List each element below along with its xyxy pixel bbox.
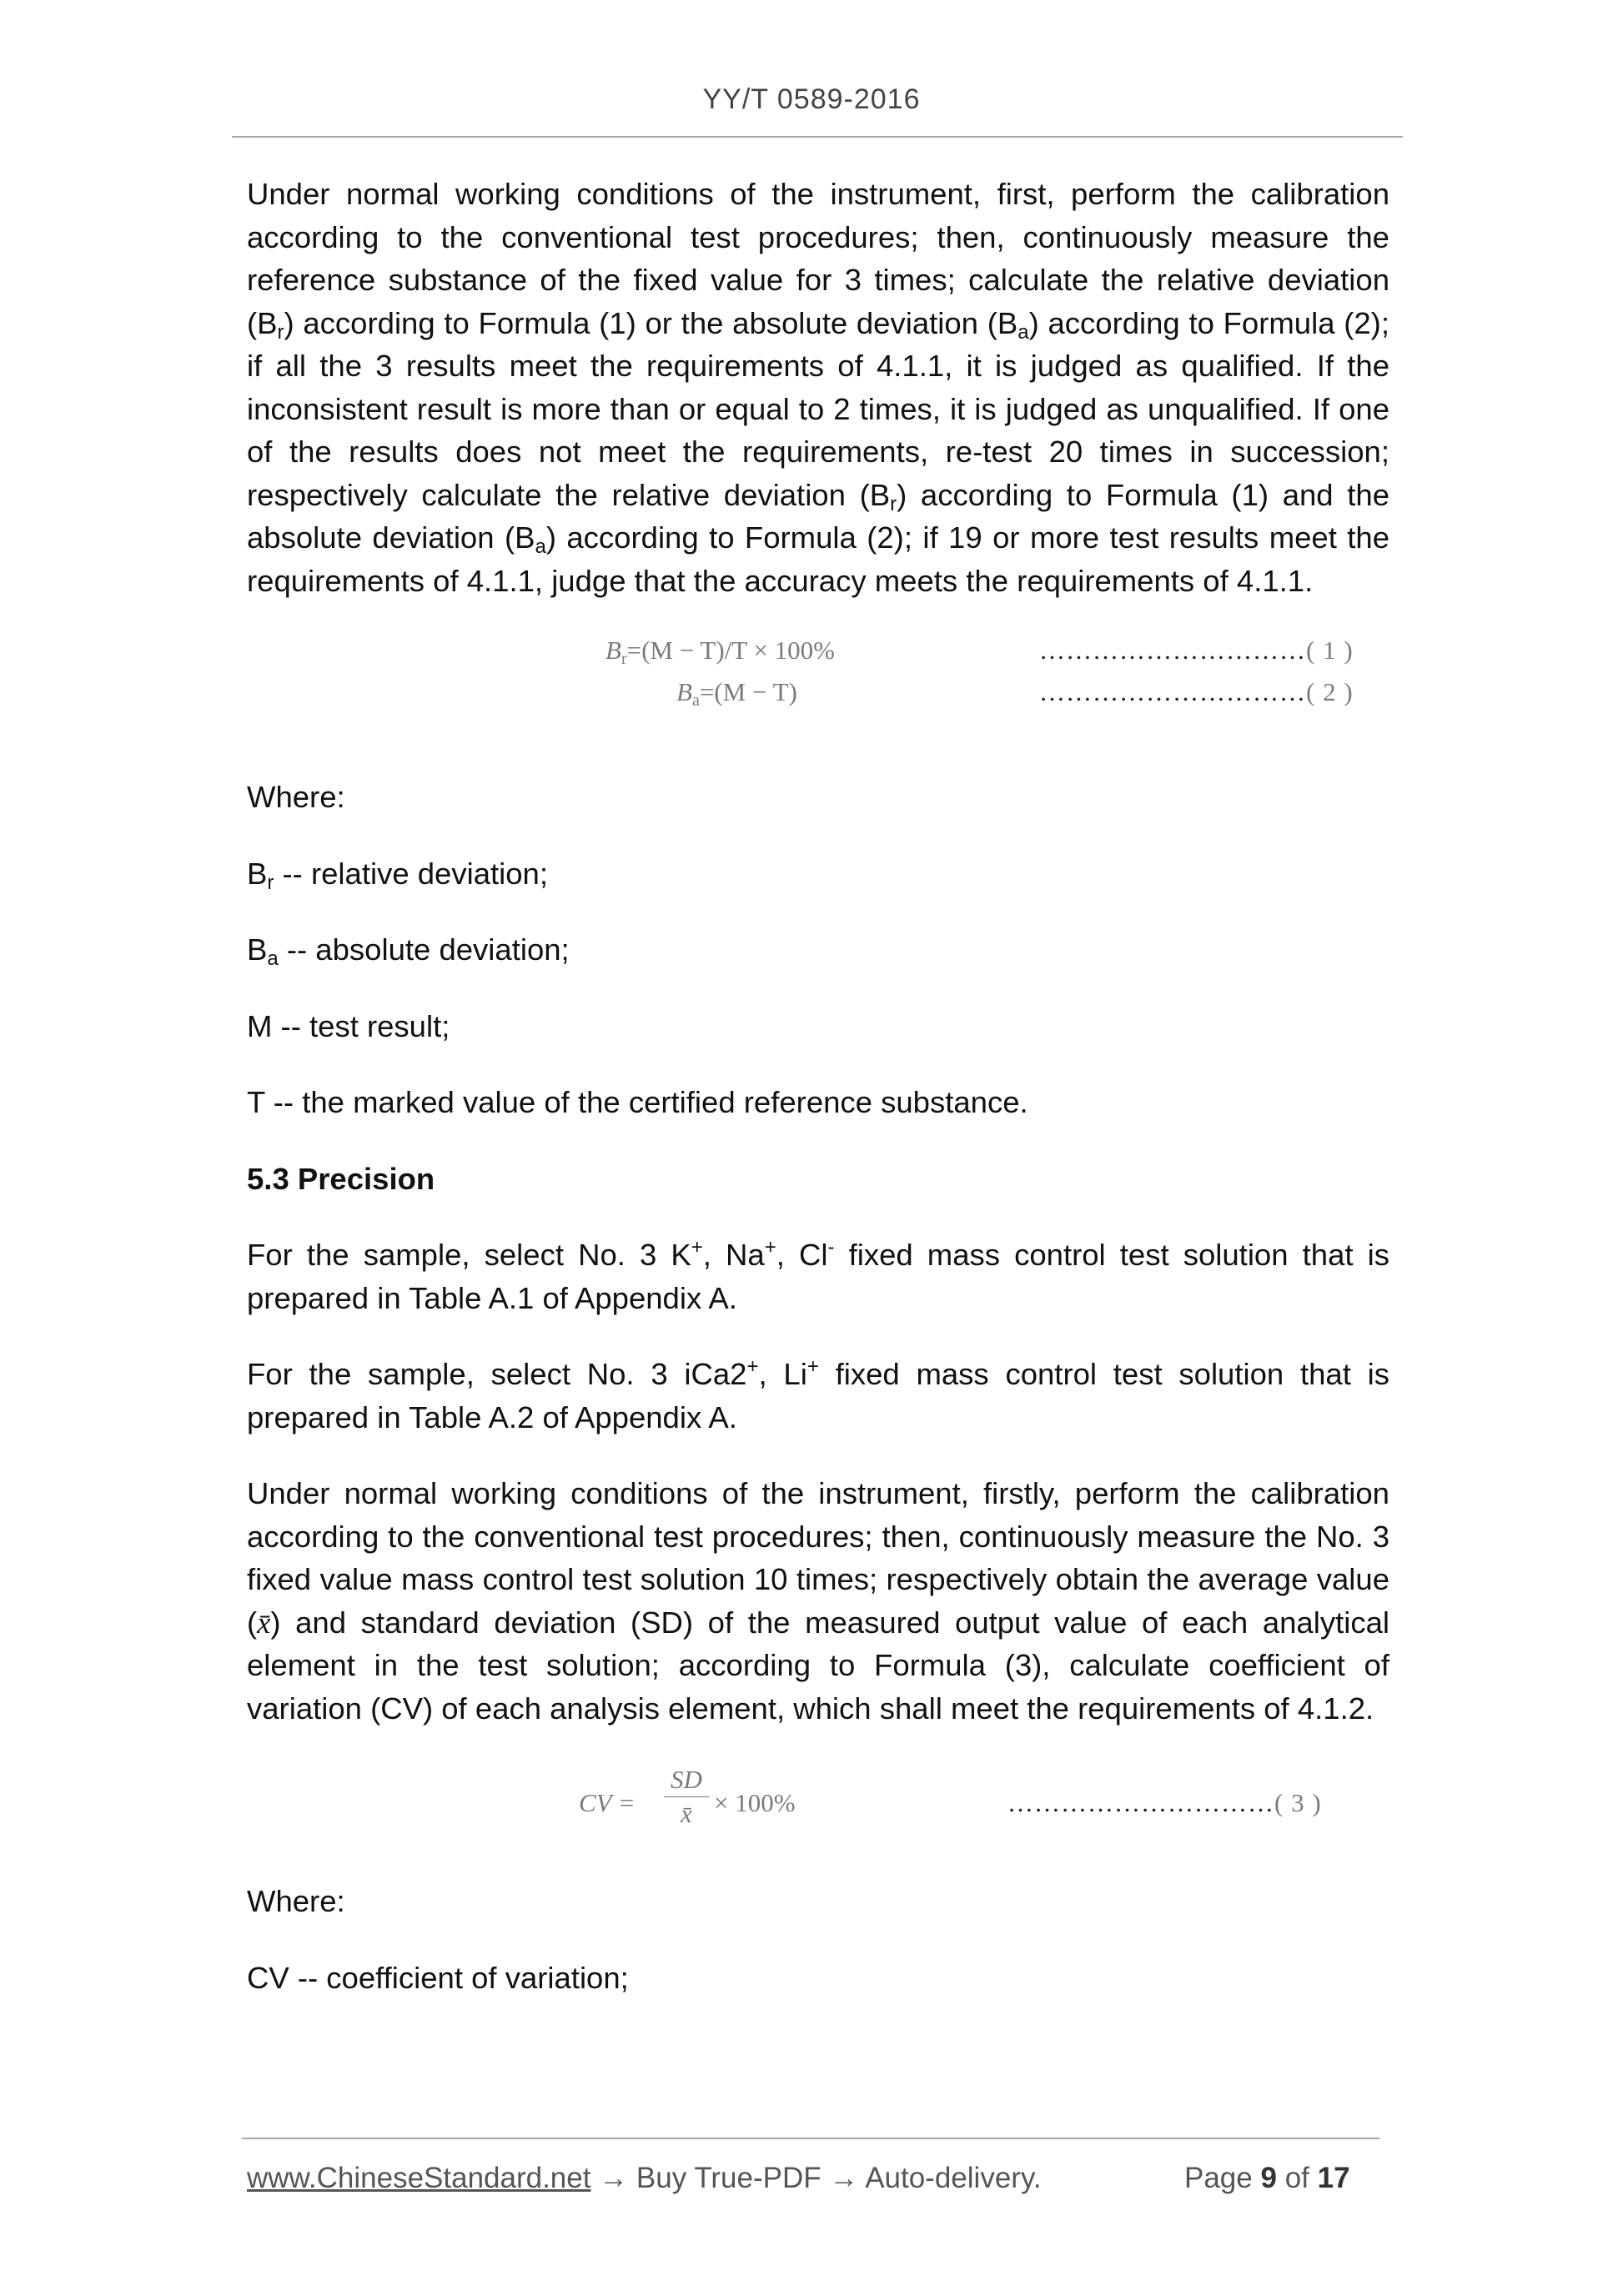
definition-t bbox=[247, 1081, 1389, 1124]
footer-website-link[interactable]: www.ChineseStandard.net bbox=[247, 2162, 591, 2194]
page-number: 9 bbox=[1260, 2162, 1277, 2194]
footer-arrow: → bbox=[821, 2162, 866, 2194]
formula-3 bbox=[247, 1765, 1389, 1856]
def-text: -- the marked value of the certified reference substance. bbox=[264, 1085, 1028, 1119]
formula-1-dots: ………………………… bbox=[1039, 636, 1306, 665]
where-label-1: Where: bbox=[247, 780, 345, 814]
formula-2-leader bbox=[1039, 677, 1354, 707]
formula-3-numerator: SD bbox=[671, 1765, 702, 1794]
subscript-r: r bbox=[277, 320, 284, 344]
sample-1-text-c: , Cl bbox=[776, 1238, 828, 1272]
formula-1-number: ( 1 ) bbox=[1306, 636, 1354, 665]
superscript: + bbox=[691, 1236, 703, 1259]
formula-3-fraction bbox=[664, 1765, 709, 1829]
intro-text-1: Under normal working conditions of the instrument, first, perform the calibration according to the conventional test procedures; then, continuously measure the reference substance of the fixed value for 3 times; calculate the relative deviation (B bbox=[247, 177, 1389, 340]
formula-2-lhs: B bbox=[676, 677, 692, 706]
formula-1-lhs: B bbox=[605, 636, 621, 665]
footer-arrow: → bbox=[590, 2162, 636, 2194]
definition-br bbox=[247, 852, 1389, 896]
sample-2-text-a: For the sample, select No. 3 iCa2 bbox=[247, 1357, 747, 1391]
footer-left bbox=[247, 2162, 1042, 2195]
sample-1-text-a: For the sample, select No. 3 K bbox=[247, 1238, 691, 1272]
formula-1 bbox=[605, 636, 835, 669]
sample-2-text-b: , Li bbox=[758, 1357, 807, 1391]
intro-text-2: ) according to Formula (1) or the absolute deviation (B bbox=[284, 305, 1018, 340]
superscript: + bbox=[806, 1355, 819, 1378]
formula-3-dots: ………………………… bbox=[1007, 1788, 1274, 1817]
def-text: -- test result; bbox=[272, 1008, 450, 1043]
definition-ba bbox=[247, 928, 1389, 972]
sample-1-text-d: fixed mass control test solution that is prepared in Table A.1 of Appendix A. bbox=[247, 1238, 1390, 1315]
formula-group-1-2 bbox=[247, 636, 1389, 719]
subscript-a: a bbox=[535, 535, 546, 558]
formula-1-rhs: =(M − T)/T × 100% bbox=[626, 636, 835, 665]
formula-2 bbox=[676, 677, 797, 711]
precision-paragraph bbox=[247, 1472, 1389, 1730]
superscript: + bbox=[764, 1236, 776, 1259]
sample-paragraph-2 bbox=[247, 1353, 1389, 1439]
document-code: YY/T 0589-2016 bbox=[702, 83, 921, 115]
subscript-r: r bbox=[890, 492, 897, 515]
precision-text-a: Under normal working conditions of the instrument, firstly, perform the calibration according to the conventional test procedures; then, continuously measure the No. 3 fixed value mass control test solution 10 times; respectively obtain the average value ( bbox=[247, 1476, 1389, 1640]
formula-2-dots: ………………………… bbox=[1039, 677, 1306, 706]
precision-text-b: ) and standard deviation (SD) of the measured output value of each analytical element in the test solution; according to Formula (3), calculate coefficient of variation (CV) of each analysis element, which shall meet the requirements of 4.1.2. bbox=[247, 1605, 1389, 1726]
def-text: -- relative deviation; bbox=[274, 856, 549, 891]
def-subscript: a bbox=[267, 947, 279, 970]
formula-2-lhs-sub: a bbox=[691, 691, 700, 710]
page-content bbox=[247, 173, 1389, 1999]
formula-2-rhs: =(M − T) bbox=[699, 677, 797, 706]
footer-delivery-text: Auto-delivery. bbox=[865, 2162, 1042, 2194]
definition-cv: CV -- coefficient of variation; bbox=[247, 1960, 629, 1995]
footer-divider bbox=[242, 2138, 1379, 2139]
superscript: - bbox=[827, 1236, 835, 1259]
def-symbol: M bbox=[247, 1008, 273, 1043]
where-label-2: Where: bbox=[247, 1884, 345, 1918]
fraction-bar bbox=[664, 1796, 709, 1797]
formula-2-number: ( 2 ) bbox=[1306, 677, 1354, 706]
sample-2-text-c: fixed mass control test solution that is prepared in Table A.2 of Appendix A. bbox=[247, 1357, 1389, 1434]
def-symbol: T bbox=[247, 1085, 265, 1119]
page-total: 17 bbox=[1317, 2162, 1350, 2194]
page-indicator bbox=[1184, 2162, 1350, 2195]
formula-3-lhs: CV = bbox=[579, 1788, 636, 1817]
intro-text-5: ) according to Formula (2); if 19 or more test results meet the requirements of 4.1.1, judge that the accuracy meets the requirements of 4.1.1. bbox=[247, 520, 1390, 598]
page-label: Page bbox=[1184, 2162, 1253, 2194]
def-text: -- absolute deviation; bbox=[278, 932, 570, 967]
formula-3-tail: × 100% bbox=[714, 1788, 796, 1817]
subscript-a: a bbox=[1018, 320, 1029, 344]
formula-3-number: ( 3 ) bbox=[1274, 1788, 1322, 1817]
section-heading-precision: 5.3 Precision bbox=[247, 1161, 435, 1196]
intro-text-4: ) according to Formula (1) and the absolute deviation (B bbox=[247, 477, 1389, 555]
def-symbol: B bbox=[247, 932, 268, 967]
of-label: of bbox=[1284, 2162, 1309, 2194]
formula-3-denominator: x̄ bbox=[681, 1799, 692, 1828]
sample-1-text-b: , Na bbox=[702, 1238, 765, 1272]
footer-buy-text: Buy True-PDF bbox=[636, 2162, 822, 2194]
intro-paragraph bbox=[247, 173, 1389, 602]
sample-paragraph-1 bbox=[247, 1233, 1389, 1319]
definition-m bbox=[247, 1005, 1389, 1048]
xbar-symbol: x̄ bbox=[257, 1605, 271, 1640]
formula-1-lhs-sub: r bbox=[621, 650, 627, 668]
superscript: + bbox=[746, 1355, 759, 1378]
def-subscript: r bbox=[267, 871, 274, 894]
def-symbol: B bbox=[247, 856, 268, 891]
header-divider bbox=[232, 136, 1403, 138]
formula-3-leader bbox=[1007, 1788, 1322, 1818]
intro-text-3: ) according to Formula (2); if all the 3 results meet the requirements of 4.1.1, it is judged as qualified. If the inconsistent result is more than or equal to 2 times, it is judged as unqualified. If one of the results does not meet the requirements, re-test 20 times in succession; respectively calculate the relative deviation (B bbox=[247, 305, 1389, 512]
formula-1-leader bbox=[1039, 636, 1354, 666]
